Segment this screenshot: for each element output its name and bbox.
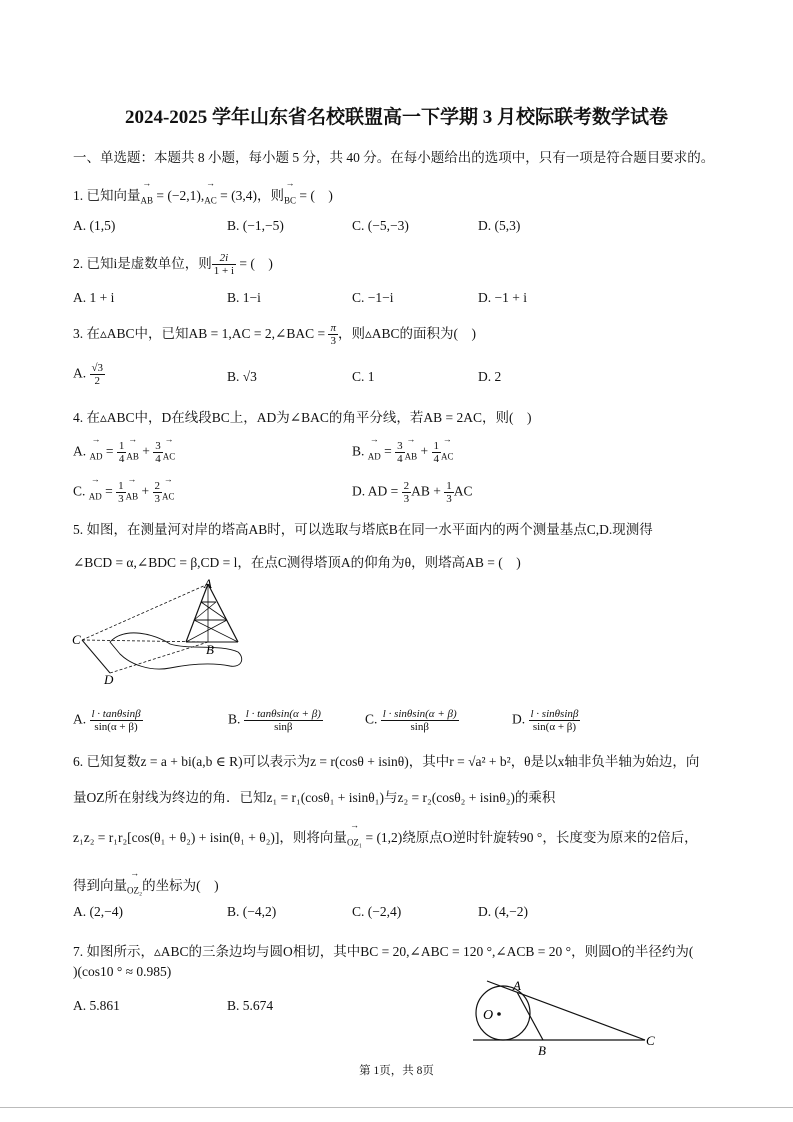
q2-option-a: A. 1 + i	[73, 290, 115, 305]
q1-option-d: D. (5,3)	[478, 218, 521, 233]
center-o	[497, 1012, 501, 1016]
q1-option-b: B. (−1,−5)	[227, 218, 284, 233]
question-6-line1: 6. 已知复数z = a + bi(a,b ∈ R)可以表示为z = r(cosθ + isinθ)，其中r = √a² + b²，θ是以x轴非负半轴为始边，向	[73, 754, 700, 769]
q1-option-c: C. (−5,−3)	[352, 218, 409, 233]
q6-option-c: C. (−2,4)	[352, 904, 402, 919]
q7-option-b: B. 5.674	[227, 998, 274, 1013]
section-heading: 一、单选题：本题共 8 小题，每小题 5 分，共 40 分。在每小题给出的选项中，只有一项是符合题目要求的。	[73, 150, 715, 165]
tower-figure	[70, 578, 250, 688]
label-c: C	[646, 1033, 655, 1048]
side-ac	[487, 981, 645, 1040]
tower-right	[208, 584, 238, 642]
q3-option-b: B. √3	[227, 369, 257, 384]
label-a: A	[513, 978, 521, 993]
q7-option-a: A. 5.861	[73, 998, 120, 1013]
q6-option-b: B. (−4,2)	[227, 904, 277, 919]
question-6-line2: 量OZ所在射线为终边的角．已知z₁ = r₁(cosθ₁ + isinθ₁)与z₂ = r₂(cosθ₂ + isinθ₂)的乘积	[73, 790, 556, 805]
q5-option-a: A. $\frac{l \cdot \tan\theta\sin\beta}{\sin(\alpha + \beta)}$	[73, 708, 141, 733]
q4-option-b: B. → $_{AD}$ = $\frac{3}{4}$ → $_{AB}$ + $\frac{1}{4}$ → $_{AC}$	[352, 440, 454, 465]
line-cd	[82, 640, 110, 673]
page-footer: 第 1页，共 8页	[359, 1065, 434, 1077]
q5-option-b: B. $\frac{l \cdot \tan\theta\sin(\alpha + \beta)}{\sin\beta}$	[228, 708, 321, 733]
q3-option-a: A. $\frac{√3}{2}$	[73, 362, 104, 387]
question-7-line2: )(cos10 ° ≈ 0.985)	[73, 964, 172, 979]
q5-option-c: C. $\frac{l \cdot \sin\theta\sin(\alpha + \beta)}{\sin\beta}$	[365, 708, 457, 733]
q4-option-a: A. → $_{AD}$ = $\frac{1}{4}$ → $_{AB}$ + $\frac{3}{4}$ → $_{AC}$	[73, 440, 175, 465]
question-3: 3. 在▵ABC中，已知AB = 1,AC = 2,∠BAC = $\frac{\pi}{3}$ ，则▵ABC的面积为( )	[73, 322, 476, 348]
question-5-line1: 5. 如图，在测量河对岸的塔高AB时，可以选取与塔底B在同一水平面内的两个测量基点C,D.现测得	[73, 522, 653, 537]
question-1: 1. 已知向量→ $_{AB}$ = (−2,1),→ $_{AC}$ = (3,4)，则→ $_{BC}$ = ( )	[73, 184, 333, 206]
label-b: B	[206, 642, 214, 657]
q2-option-c: C. −1−i	[352, 290, 394, 305]
question-6-line4: 得到向量→ $_{OZ_2}$的坐标为( )	[73, 874, 219, 896]
q2-option-d: D. −1 + i	[478, 290, 527, 305]
label-b: B	[538, 1043, 546, 1058]
incircle-figure	[465, 978, 665, 1058]
q3-option-d: D. 2	[478, 369, 502, 384]
page-title: 2024-2025 学年山东省名校联盟高一下学期 3 月校际联考数学试卷	[124, 107, 669, 128]
q3-option-c: C. 1	[352, 369, 375, 384]
sight-line-ca	[82, 584, 208, 640]
question-6-line3: z₁z₂ = r₁r₂[cos(θ₁ + θ₂) + isin(θ₁ + θ₂)]，则将向量→ $_{OZ_1}$ = (1,2)绕原点O逆时针旋转90 °，长度变为原来的2倍后，	[73, 826, 698, 848]
bottom-divider	[0, 1107, 793, 1108]
label-c: C	[72, 632, 81, 647]
q4-option-d: D. AD = $\frac{2}{3}$ AB + $\frac{1}{3}$ AC	[352, 480, 473, 505]
q5-option-d: D. $\frac{l \cdot \sin\theta\sin\beta}{\sin(\alpha + \beta)}$	[512, 708, 579, 733]
q2-option-b: B. 1−i	[227, 290, 261, 305]
river	[110, 633, 242, 669]
q1-option-a: A. (1,5)	[73, 218, 116, 233]
question-5-line2: ∠BCD = α,∠BDC = β,CD = l，在点C测得塔顶A的仰角为θ，则塔高AB = ( )	[73, 555, 521, 570]
q4-option-c: C. → $_{AD}$ = $\frac{1}{3}$ → $_{AB}$ + $\frac{2}{3}$ → $_{AC}$	[73, 480, 175, 505]
question-4: 4. 在▵ABC中，D在线段BC上，AD为∠BAC的角平分线，若AB = 2AC，则( )	[73, 410, 532, 425]
label-o: O	[483, 1008, 494, 1023]
label-d: D	[104, 672, 114, 687]
question-7-line1: 7. 如图所示，▵ABC的三条边均与圆O相切，其中BC = 20,∠ABC = 120 °,∠ACB = 20 °，则圆O的半径约为(	[73, 944, 694, 959]
label-a: A	[204, 576, 212, 591]
question-2: 2. 已知i是虚数单位，则 $\frac{2i}{1 + i}$ = ( )	[73, 252, 273, 278]
q6-option-d: D. (4,−2)	[478, 904, 528, 919]
q6-option-a: A. (2,−4)	[73, 904, 123, 919]
